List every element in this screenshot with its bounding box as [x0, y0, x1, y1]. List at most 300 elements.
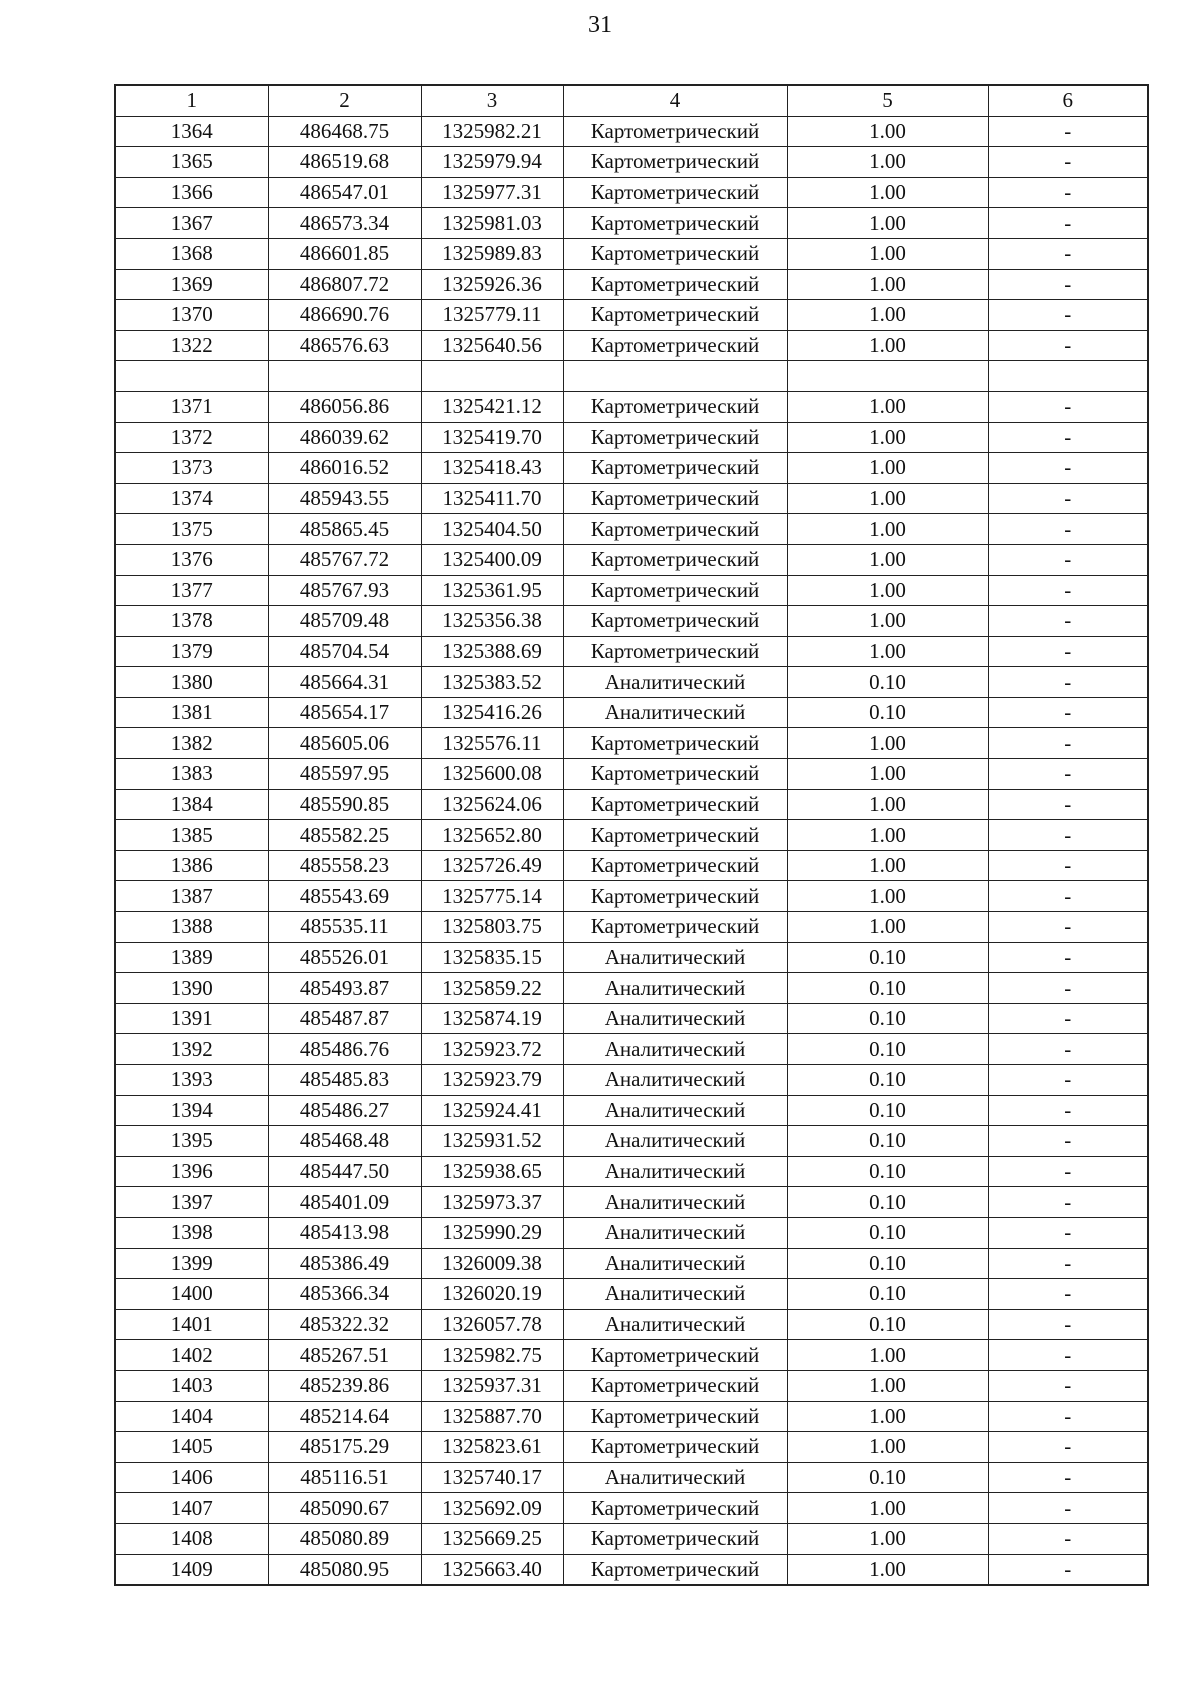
cell-col-5: 1.00 [787, 116, 988, 147]
cell-col-5: 1.00 [787, 912, 988, 943]
cell-col-1: 1396 [115, 1156, 268, 1187]
cell-col-2: 485322.32 [268, 1309, 421, 1340]
cell-col-4: Картометрический [563, 575, 787, 606]
cell-col-3: 1325823.61 [421, 1432, 563, 1463]
cell-col-6: - [988, 575, 1148, 606]
cell-col-4: Картометрический [563, 330, 787, 361]
cell-col-3: 1325600.08 [421, 759, 563, 790]
cell-col-3: 1325924.41 [421, 1095, 563, 1126]
cell-col-4: Картометрический [563, 636, 787, 667]
cell-col-4: Аналитический [563, 1187, 787, 1218]
cell-col-1: 1389 [115, 942, 268, 973]
cell-col-4: Аналитический [563, 1462, 787, 1493]
cell-col-3: 1325973.37 [421, 1187, 563, 1218]
cell-col-6: - [988, 942, 1148, 973]
cell-col-4: Картометрический [563, 116, 787, 147]
cell-col-6: - [988, 269, 1148, 300]
cell-col-6: - [988, 697, 1148, 728]
cell-col-1: 1368 [115, 238, 268, 269]
cell-col-5: 1.00 [787, 1493, 988, 1524]
table-row [115, 177, 1148, 208]
cell-col-4: Картометрический [563, 514, 787, 545]
cell-col-4: Аналитический [563, 1279, 787, 1310]
cell-col-4: Аналитический [563, 942, 787, 973]
cell-col-3: 1325835.15 [421, 942, 563, 973]
cell-col-1: 1398 [115, 1217, 268, 1248]
table-row [115, 238, 1148, 269]
cell-col-3: 1326009.38 [421, 1248, 563, 1279]
cell-col-3: 1325923.79 [421, 1065, 563, 1096]
cell-col-3: 1325624.06 [421, 789, 563, 820]
cell-col-5: 0.10 [787, 697, 988, 728]
cell-col-3: 1325669.25 [421, 1523, 563, 1554]
coordinates-table [114, 84, 1149, 1586]
table-row [115, 667, 1148, 698]
cell-col-3: 1325937.31 [421, 1370, 563, 1401]
cell-col-3: 1325887.70 [421, 1401, 563, 1432]
cell-col-3: 1325926.36 [421, 269, 563, 300]
cell-col-4: Картометрический [563, 881, 787, 912]
cell-col-5: 1.00 [787, 208, 988, 239]
cell-col-1: 1407 [115, 1493, 268, 1524]
table-row [115, 1187, 1148, 1218]
cell-col-6: - [988, 1248, 1148, 1279]
table-row [115, 1493, 1148, 1524]
cell-col-3: 1325982.21 [421, 116, 563, 147]
cell-col-6: - [988, 116, 1148, 147]
cell-col-4: Картометрический [563, 453, 787, 484]
cell-col-1: 1392 [115, 1034, 268, 1065]
cell-col-5: 1.00 [787, 881, 988, 912]
cell-col-5: 0.10 [787, 1156, 988, 1187]
column-header-1: 1 [115, 85, 268, 116]
cell-col-3: 1325419.70 [421, 422, 563, 453]
cell-col-6: - [988, 208, 1148, 239]
cell-col-5: 1.00 [787, 606, 988, 637]
cell-col-3: 1325775.14 [421, 881, 563, 912]
cell-col-2: 485535.11 [268, 912, 421, 943]
cell-col-6: - [988, 1523, 1148, 1554]
cell-col-2: 485543.69 [268, 881, 421, 912]
cell-col-6: - [988, 1309, 1148, 1340]
cell-col-6: - [988, 422, 1148, 453]
cell-col-5: 1.00 [787, 483, 988, 514]
cell-col-4: Картометрический [563, 606, 787, 637]
cell-col-4: Картометрический [563, 1432, 787, 1463]
cell-col-2: 486576.63 [268, 330, 421, 361]
cell-col-4: Картометрический [563, 759, 787, 790]
table-row [115, 636, 1148, 667]
cell-col-5: 1.00 [787, 1554, 988, 1585]
cell-col-6: - [988, 391, 1148, 422]
cell-col-4: Картометрический [563, 391, 787, 422]
cell-col-5: 1.00 [787, 759, 988, 790]
cell-col-5: 1.00 [787, 820, 988, 851]
cell-col-2: 486690.76 [268, 300, 421, 331]
cell-col-3: 1325979.94 [421, 147, 563, 178]
cell-col-1: 1371 [115, 391, 268, 422]
cell-col-2: 485486.27 [268, 1095, 421, 1126]
cell-col-6: - [988, 636, 1148, 667]
cell-col-6: - [988, 1065, 1148, 1096]
cell-col-6: - [988, 1156, 1148, 1187]
cell-col-5: 1.00 [787, 1523, 988, 1554]
cell-col-3: 1325931.52 [421, 1126, 563, 1157]
cell-col-6: - [988, 300, 1148, 331]
cell-col-1: 1394 [115, 1095, 268, 1126]
cell-col-4: Аналитический [563, 697, 787, 728]
table-row [115, 850, 1148, 881]
column-header-4: 4 [563, 85, 787, 116]
cell-col-1: 1390 [115, 973, 268, 1004]
cell-col-4: Аналитический [563, 1126, 787, 1157]
cell-col-2: 485590.85 [268, 789, 421, 820]
cell-col-2: 485486.76 [268, 1034, 421, 1065]
cell-col-3: 1325383.52 [421, 667, 563, 698]
cell-col-5: 1.00 [787, 238, 988, 269]
cell-col-2: 485487.87 [268, 1003, 421, 1034]
cell-col-3: 1325990.29 [421, 1217, 563, 1248]
table-row [115, 1523, 1148, 1554]
cell-col-2: 485767.72 [268, 544, 421, 575]
table-row [115, 453, 1148, 484]
table-row [115, 1248, 1148, 1279]
cell-col-4: Картометрический [563, 483, 787, 514]
cell-col-4: Картометрический [563, 1554, 787, 1585]
cell-col-5: 0.10 [787, 667, 988, 698]
cell-col-3: 1325779.11 [421, 300, 563, 331]
cell-col-4: Картометрический [563, 1370, 787, 1401]
cell-col-2: 486807.72 [268, 269, 421, 300]
table-row [115, 483, 1148, 514]
cell-col-3: 1325740.17 [421, 1462, 563, 1493]
cell-col-2: 485767.93 [268, 575, 421, 606]
page-number: 31 [588, 12, 612, 38]
cell-col-3: 1325640.56 [421, 330, 563, 361]
cell-col-3: 1325421.12 [421, 391, 563, 422]
cell-col-1: 1375 [115, 514, 268, 545]
cell-col-1: 1399 [115, 1248, 268, 1279]
cell-col-2: 485597.95 [268, 759, 421, 790]
cell-col-1: 1370 [115, 300, 268, 331]
cell-col-6: - [988, 1217, 1148, 1248]
cell-col-6: - [988, 1401, 1148, 1432]
cell-col-6: - [988, 1493, 1148, 1524]
cell-col-3: 1325923.72 [421, 1034, 563, 1065]
cell-col-3: 1325692.09 [421, 1493, 563, 1524]
empty-cell [421, 361, 563, 392]
cell-col-6: - [988, 1279, 1148, 1310]
cell-col-5: 0.10 [787, 1309, 988, 1340]
table-row [115, 697, 1148, 728]
cell-col-2: 485116.51 [268, 1462, 421, 1493]
cell-col-6: - [988, 147, 1148, 178]
cell-col-2: 485214.64 [268, 1401, 421, 1432]
cell-col-1: 1381 [115, 697, 268, 728]
cell-col-5: 0.10 [787, 973, 988, 1004]
cell-col-3: 1325977.31 [421, 177, 563, 208]
cell-col-5: 1.00 [787, 789, 988, 820]
cell-col-5: 1.00 [787, 300, 988, 331]
cell-col-5: 1.00 [787, 177, 988, 208]
cell-col-2: 485493.87 [268, 973, 421, 1004]
cell-col-1: 1395 [115, 1126, 268, 1157]
cell-col-5: 0.10 [787, 942, 988, 973]
cell-col-4: Картометрический [563, 728, 787, 759]
cell-col-6: - [988, 606, 1148, 637]
cell-col-5: 1.00 [787, 330, 988, 361]
cell-col-6: - [988, 1187, 1148, 1218]
cell-col-1: 1409 [115, 1554, 268, 1585]
table-spacer-row [115, 361, 1148, 392]
cell-col-1: 1408 [115, 1523, 268, 1554]
cell-col-5: 0.10 [787, 1217, 988, 1248]
cell-col-2: 485401.09 [268, 1187, 421, 1218]
cell-col-6: - [988, 1370, 1148, 1401]
cell-col-6: - [988, 544, 1148, 575]
cell-col-6: - [988, 1554, 1148, 1585]
cell-col-4: Картометрический [563, 820, 787, 851]
cell-col-3: 1325388.69 [421, 636, 563, 667]
cell-col-4: Аналитический [563, 1309, 787, 1340]
column-header-3: 3 [421, 85, 563, 116]
cell-col-4: Аналитический [563, 667, 787, 698]
table-row [115, 300, 1148, 331]
cell-col-1: 1405 [115, 1432, 268, 1463]
empty-cell [787, 361, 988, 392]
cell-col-1: 1406 [115, 1462, 268, 1493]
cell-col-2: 486056.86 [268, 391, 421, 422]
table-body [115, 116, 1148, 1585]
column-header-2: 2 [268, 85, 421, 116]
cell-col-4: Картометрический [563, 269, 787, 300]
cell-col-4: Аналитический [563, 1065, 787, 1096]
cell-col-1: 1366 [115, 177, 268, 208]
cell-col-1: 1401 [115, 1309, 268, 1340]
cell-col-3: 1326057.78 [421, 1309, 563, 1340]
empty-cell [563, 361, 787, 392]
cell-col-6: - [988, 1003, 1148, 1034]
cell-col-6: - [988, 1034, 1148, 1065]
cell-col-5: 1.00 [787, 544, 988, 575]
cell-col-5: 1.00 [787, 269, 988, 300]
cell-col-1: 1378 [115, 606, 268, 637]
cell-col-2: 485080.89 [268, 1523, 421, 1554]
cell-col-1: 1400 [115, 1279, 268, 1310]
cell-col-3: 1325418.43 [421, 453, 563, 484]
cell-col-6: - [988, 850, 1148, 881]
cell-col-5: 1.00 [787, 1370, 988, 1401]
cell-col-5: 1.00 [787, 636, 988, 667]
cell-col-6: - [988, 912, 1148, 943]
table-row [115, 1462, 1148, 1493]
table-row [115, 1156, 1148, 1187]
cell-col-6: - [988, 881, 1148, 912]
cell-col-2: 486519.68 [268, 147, 421, 178]
cell-col-1: 1387 [115, 881, 268, 912]
cell-col-4: Аналитический [563, 1095, 787, 1126]
table-row [115, 422, 1148, 453]
cell-col-2: 485664.31 [268, 667, 421, 698]
cell-col-1: 1383 [115, 759, 268, 790]
table-row [115, 1095, 1148, 1126]
cell-col-6: - [988, 1340, 1148, 1371]
cell-col-4: Аналитический [563, 1156, 787, 1187]
cell-col-1: 1367 [115, 208, 268, 239]
cell-col-6: - [988, 238, 1148, 269]
cell-col-5: 1.00 [787, 728, 988, 759]
cell-col-2: 486016.52 [268, 453, 421, 484]
cell-col-2: 486547.01 [268, 177, 421, 208]
cell-col-2: 485865.45 [268, 514, 421, 545]
table-row [115, 789, 1148, 820]
cell-col-5: 1.00 [787, 1340, 988, 1371]
cell-col-3: 1325982.75 [421, 1340, 563, 1371]
cell-col-4: Картометрический [563, 912, 787, 943]
cell-col-4: Картометрический [563, 850, 787, 881]
cell-col-2: 485080.95 [268, 1554, 421, 1585]
table-row [115, 1370, 1148, 1401]
cell-col-5: 0.10 [787, 1187, 988, 1218]
column-header-5: 5 [787, 85, 988, 116]
cell-col-6: - [988, 973, 1148, 1004]
table-row [115, 1034, 1148, 1065]
cell-col-2: 485709.48 [268, 606, 421, 637]
column-header-6: 6 [988, 85, 1148, 116]
table-row [115, 1126, 1148, 1157]
empty-cell [988, 361, 1148, 392]
cell-col-4: Картометрический [563, 1523, 787, 1554]
cell-col-2: 485175.29 [268, 1432, 421, 1463]
cell-col-1: 1372 [115, 422, 268, 453]
cell-col-6: - [988, 483, 1148, 514]
table-row [115, 1003, 1148, 1034]
cell-col-3: 1325989.83 [421, 238, 563, 269]
table-row [115, 1279, 1148, 1310]
cell-col-6: - [988, 453, 1148, 484]
cell-col-6: - [988, 1462, 1148, 1493]
empty-cell [115, 361, 268, 392]
table-row [115, 820, 1148, 851]
cell-col-5: 1.00 [787, 453, 988, 484]
cell-col-2: 485654.17 [268, 697, 421, 728]
empty-cell [268, 361, 421, 392]
table-row [115, 147, 1148, 178]
cell-col-1: 1364 [115, 116, 268, 147]
cell-col-5: 0.10 [787, 1279, 988, 1310]
cell-col-4: Аналитический [563, 1003, 787, 1034]
cell-col-2: 485558.23 [268, 850, 421, 881]
cell-col-3: 1325663.40 [421, 1554, 563, 1585]
cell-col-3: 1325726.49 [421, 850, 563, 881]
cell-col-6: - [988, 1095, 1148, 1126]
table-row [115, 1554, 1148, 1585]
cell-col-1: 1376 [115, 544, 268, 575]
cell-col-1: 1379 [115, 636, 268, 667]
cell-col-4: Аналитический [563, 1217, 787, 1248]
cell-col-1: 1391 [115, 1003, 268, 1034]
cell-col-2: 485605.06 [268, 728, 421, 759]
table-row [115, 912, 1148, 943]
cell-col-6: - [988, 667, 1148, 698]
table-row [115, 942, 1148, 973]
cell-col-6: - [988, 514, 1148, 545]
table-row [115, 759, 1148, 790]
cell-col-4: Картометрический [563, 1493, 787, 1524]
table-row [115, 606, 1148, 637]
table-row [115, 1340, 1148, 1371]
cell-col-2: 485704.54 [268, 636, 421, 667]
cell-col-1: 1382 [115, 728, 268, 759]
cell-col-2: 485366.34 [268, 1279, 421, 1310]
table-row [115, 575, 1148, 606]
cell-col-2: 485090.67 [268, 1493, 421, 1524]
cell-col-4: Картометрический [563, 177, 787, 208]
cell-col-1: 1404 [115, 1401, 268, 1432]
cell-col-5: 0.10 [787, 1462, 988, 1493]
table-row [115, 269, 1148, 300]
cell-col-4: Картометрический [563, 422, 787, 453]
table-row [115, 544, 1148, 575]
cell-col-5: 1.00 [787, 575, 988, 606]
cell-col-2: 486573.34 [268, 208, 421, 239]
cell-col-3: 1325361.95 [421, 575, 563, 606]
cell-col-5: 0.10 [787, 1095, 988, 1126]
table-row [115, 1432, 1148, 1463]
cell-col-1: 1369 [115, 269, 268, 300]
cell-col-5: 1.00 [787, 850, 988, 881]
cell-col-3: 1325874.19 [421, 1003, 563, 1034]
cell-col-6: - [988, 177, 1148, 208]
table-row [115, 330, 1148, 361]
cell-col-1: 1377 [115, 575, 268, 606]
cell-col-3: 1325652.80 [421, 820, 563, 851]
cell-col-2: 485582.25 [268, 820, 421, 851]
cell-col-4: Аналитический [563, 1034, 787, 1065]
cell-col-4: Картометрический [563, 1401, 787, 1432]
cell-col-5: 1.00 [787, 514, 988, 545]
cell-col-5: 0.10 [787, 1248, 988, 1279]
cell-col-3: 1326020.19 [421, 1279, 563, 1310]
cell-col-4: Аналитический [563, 1248, 787, 1279]
cell-col-1: 1385 [115, 820, 268, 851]
cell-col-3: 1325981.03 [421, 208, 563, 239]
cell-col-5: 1.00 [787, 422, 988, 453]
table-row [115, 1401, 1148, 1432]
cell-col-4: Картометрический [563, 238, 787, 269]
table-row [115, 728, 1148, 759]
cell-col-1: 1388 [115, 912, 268, 943]
cell-col-2: 485526.01 [268, 942, 421, 973]
cell-col-1: 1384 [115, 789, 268, 820]
cell-col-1: 1365 [115, 147, 268, 178]
cell-col-2: 485468.48 [268, 1126, 421, 1157]
cell-col-2: 485386.49 [268, 1248, 421, 1279]
cell-col-5: 0.10 [787, 1065, 988, 1096]
table-row [115, 1217, 1148, 1248]
cell-col-6: - [988, 1126, 1148, 1157]
cell-col-2: 485485.83 [268, 1065, 421, 1096]
table-row [115, 208, 1148, 239]
cell-col-2: 485943.55 [268, 483, 421, 514]
cell-col-5: 0.10 [787, 1003, 988, 1034]
cell-col-3: 1325859.22 [421, 973, 563, 1004]
cell-col-4: Картометрический [563, 147, 787, 178]
cell-col-2: 486601.85 [268, 238, 421, 269]
table-row [115, 391, 1148, 422]
cell-col-2: 486468.75 [268, 116, 421, 147]
cell-col-6: - [988, 820, 1148, 851]
